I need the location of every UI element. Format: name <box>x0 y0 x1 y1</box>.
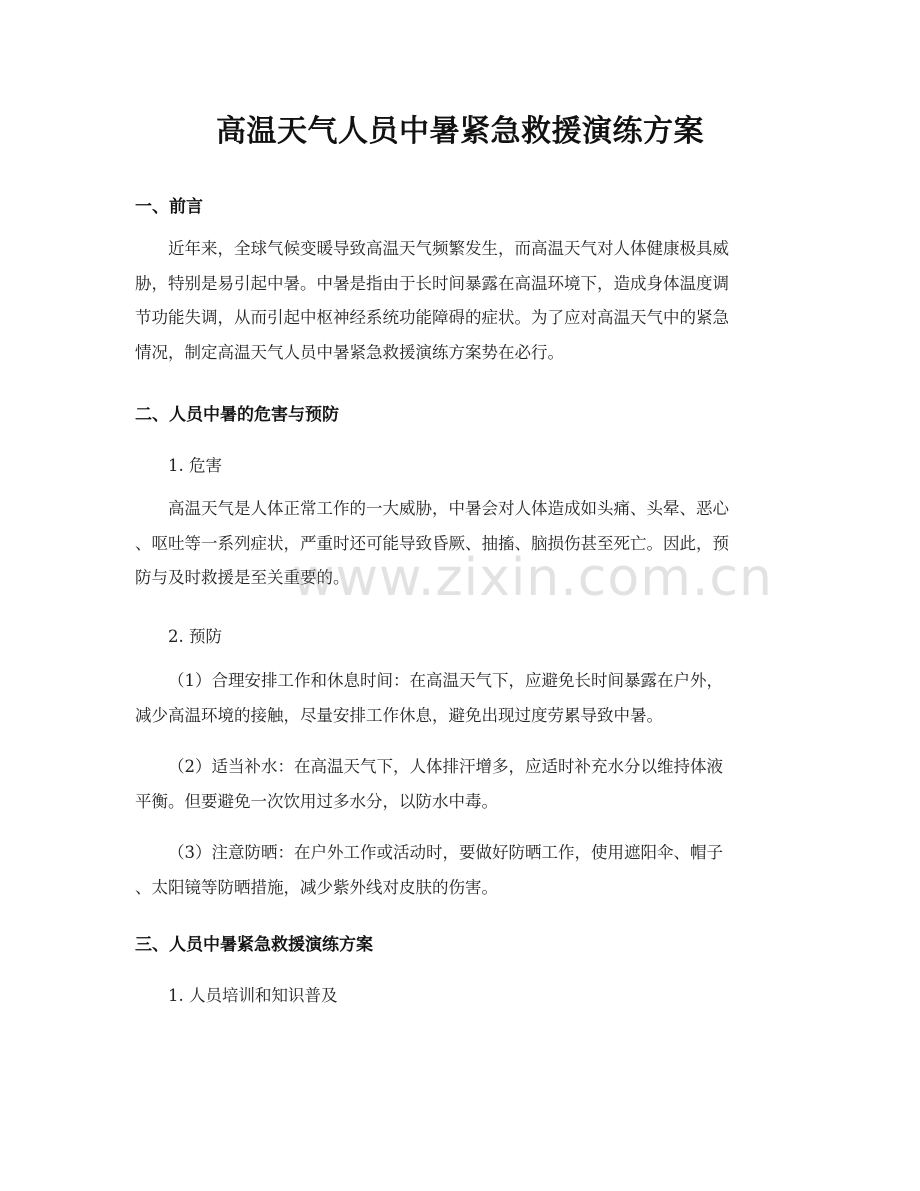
subheading-prevention: 2. 预防 <box>168 627 222 646</box>
paragraph-line: 防与及时救援是至关重要的。 <box>135 568 350 587</box>
paragraph-line: 高温天气是人体正常工作的一大威胁，中暑会对人体造成如头痛、头晕、恶心 <box>168 499 729 518</box>
paragraph-line: （2）适当补水：在高温天气下，人体排汗增多，应适时补充水分以维持体液 <box>168 757 723 776</box>
prevention-item-2 <box>135 750 785 819</box>
preface-paragraph <box>135 232 785 370</box>
paragraph-line: （3）注意防晒：在户外工作或活动时，要做好防晒工作，使用遮阳伞、帽子 <box>168 843 723 862</box>
watermark: www.zixin.com.cn <box>292 548 773 608</box>
prevention-item-1 <box>135 664 785 733</box>
paragraph-line: （1）合理安排工作和休息时间：在高温天气下，应避免长时间暴露在户外， <box>168 671 723 690</box>
paragraph-line: 情况，制定高温天气人员中暑紧急救援演练方案势在必行。 <box>135 342 564 362</box>
section-heading-hazards: 二、人员中暑的危害与预防 <box>135 405 339 425</box>
paragraph-line: 平衡。但要避免一次饮用过多水分，以防水中毒。 <box>135 791 498 811</box>
paragraph-line: 减少高温环境的接触，尽量安排工作休息，避免出现过度劳累导致中暑。 <box>135 705 663 725</box>
paragraph-line: 节功能失调，从而引起中枢神经系统功能障碍的症状。为了应对高温天气中的紧急 <box>135 308 729 327</box>
paragraph-line: 近年来，全球气候变暖导致高温天气频繁发生，而高温天气对人体健康极具威 <box>168 239 729 258</box>
section-heading-preface: 一、前言 <box>135 197 203 217</box>
subheading-hazard: 1. 危害 <box>168 456 222 475</box>
subheading-training: 1. 人员培训和知识普及 <box>168 986 338 1005</box>
document-title: 高温天气人员中暑紧急救援演练方案 <box>216 114 704 149</box>
paragraph-line: 、呕吐等一系列症状，严重时还可能导致昏厥、抽搐、脑损伤甚至死亡。因此，预 <box>135 533 729 553</box>
prevention-item-3 <box>135 836 785 905</box>
section-heading-drill-plan: 三、人员中暑紧急救援演练方案 <box>135 935 373 955</box>
paragraph-line: 、太阳镜等防晒措施，减少紫外线对皮肤的伤害。 <box>135 877 498 897</box>
paragraph-line: 胁，特别是易引起中暑。中暑是指由于长时间暴露在高温环境下，造成身体温度调 <box>135 273 729 293</box>
